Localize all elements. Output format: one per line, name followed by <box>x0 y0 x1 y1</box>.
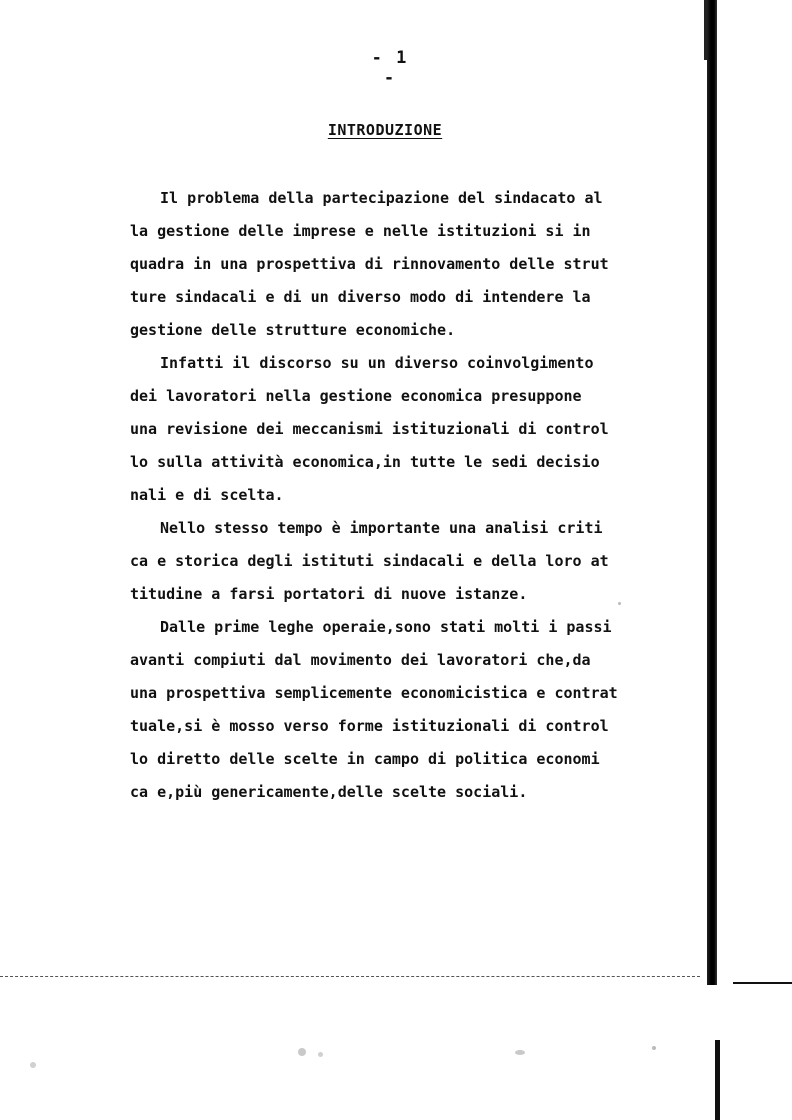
text-line: ca e storica degli istituti sindacali e della loro at <box>130 552 609 570</box>
text-line: avanti compiuti dal movimento dei lavoratori che,da <box>130 651 591 669</box>
text-line: tuale,si è mosso verso forme istituzionali di control <box>130 717 609 735</box>
text-line: una revisione dei meccanismi istituzionali di control <box>130 420 609 438</box>
body-text <box>130 182 670 809</box>
section-heading: INTRODUZIONE <box>327 121 443 139</box>
text-line: titudine a farsi portatori di nuove istanze. <box>130 585 528 603</box>
scan-speck <box>298 1048 306 1056</box>
text-line: lo sulla attività economica,in tutte le sedi decisio <box>130 453 600 471</box>
text-line: Nello stesso tempo è importante una analisi criti <box>160 519 603 537</box>
scan-speck <box>515 1050 525 1055</box>
text-line: gestione delle strutture economiche. <box>130 321 456 339</box>
text-line: quadra in una prospettiva di rinnovamento delle strut <box>130 255 609 273</box>
text-line: dei lavoratori nella gestione economica presuppone <box>130 387 582 405</box>
scan-speck <box>30 1062 36 1068</box>
text-line: ture sindacali e di un diverso modo di intendere la <box>130 288 591 306</box>
text-line: nali e di scelta. <box>130 486 284 504</box>
text-line: Il problema della partecipazione del sindacato al <box>160 189 603 207</box>
text-line: una prospettiva semplicemente economicistica e contrat <box>130 684 618 702</box>
scan-binding-shadow <box>707 0 717 985</box>
scan-page-edge-line <box>0 976 700 977</box>
page-number: - 1 - <box>371 48 409 88</box>
text-line: Infatti il discorso su un diverso coinvolgimento <box>160 354 594 372</box>
text-line: Dalle prime leghe operaie,sono stati molti i passi <box>160 618 612 636</box>
scan-binding-stub <box>715 1040 720 1120</box>
text-line: ca e,più genericamente,delle scelte sociali. <box>130 783 528 801</box>
scan-binding-foot <box>733 982 792 984</box>
scan-speck <box>652 1046 656 1050</box>
text-line: la gestione delle imprese e nelle istituzioni si in <box>130 222 591 240</box>
text-line: lo diretto delle scelte in campo di politica economi <box>130 750 600 768</box>
scan-speck <box>318 1052 323 1057</box>
